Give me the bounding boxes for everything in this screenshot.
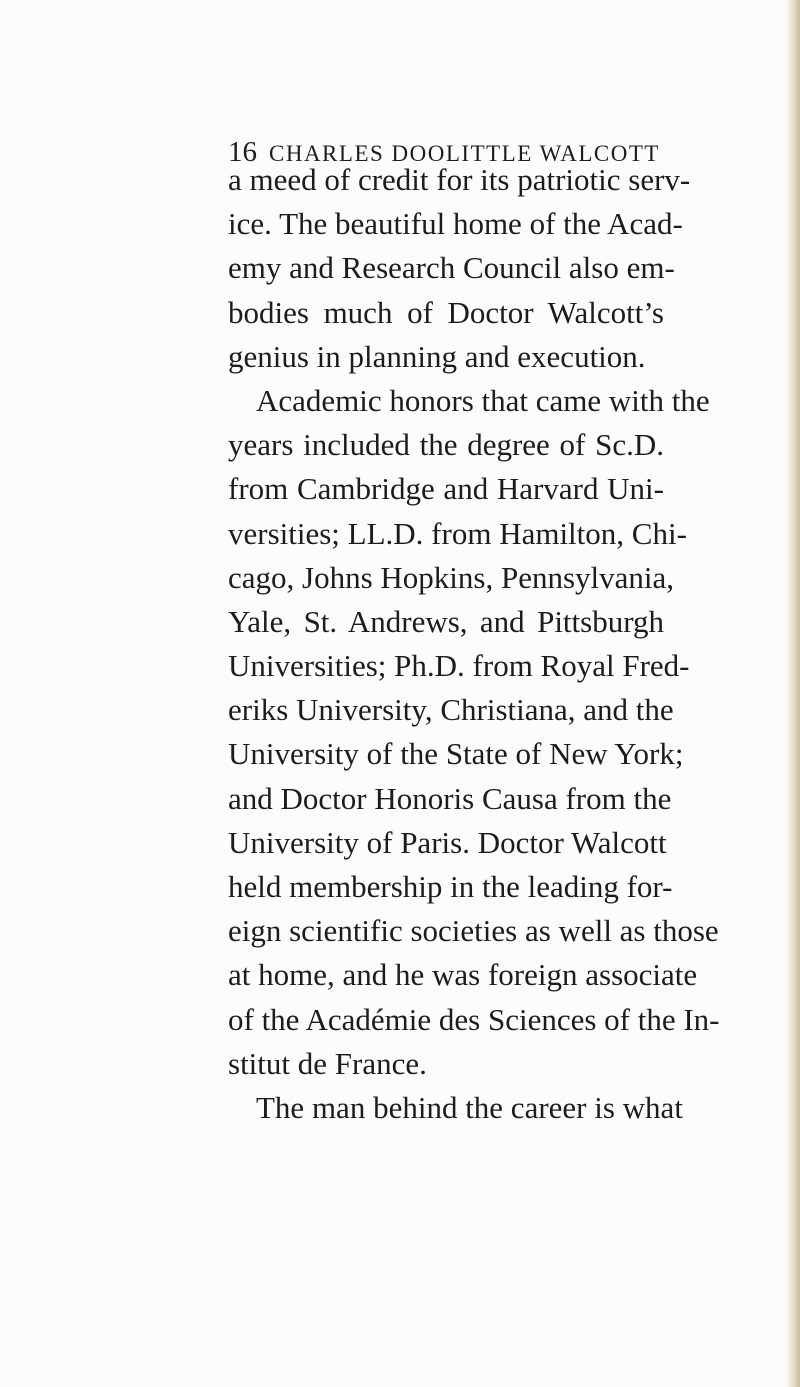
body-text	[228, 158, 720, 1130]
text-line: Academic honors that came with the	[256, 382, 710, 418]
text-line: Universities; Ph.D. from Royal Fred-	[228, 648, 690, 684]
text-line: years included the degree of Sc.D.	[228, 427, 664, 463]
text-line: of the Académie des Sciences of the In-	[228, 1001, 720, 1037]
text-line: from Cambridge and Harvard Uni-	[228, 471, 664, 507]
running-title: CHARLES DOOLITTLE WALCOTT	[269, 141, 660, 166]
text-line: ice. The beautiful home of the Acad-	[228, 206, 683, 242]
text-line: eriks University, Christiana, and the	[228, 692, 674, 728]
text-line: held membership in the leading for-	[228, 869, 673, 904]
text-line: The man behind the career is what	[256, 1089, 683, 1125]
text-line: and Doctor Honoris Causa from the	[228, 780, 672, 816]
page-number: 16	[228, 136, 257, 168]
text-line: bodies much of Doctor Walcott’s	[228, 294, 664, 330]
text-line: versities; LL.D. from Hamilton, Chi-	[228, 515, 687, 551]
text-line: University of the State of New York;	[228, 736, 684, 772]
text-line: a meed of credit for its patriotic serv-	[228, 162, 691, 197]
text-line: at home, and he was foreign associate	[228, 957, 698, 993]
page-edge-shadow	[786, 0, 800, 1387]
text-line: genius in planning and execution.	[228, 338, 646, 374]
text-line: emy and Research Council also em-	[228, 250, 675, 286]
text-line: stitut de France.	[228, 1045, 427, 1081]
text-line: eign scientific societies as well as those	[228, 913, 719, 949]
text-line: cago, Johns Hopkins, Pennsylvania,	[228, 559, 675, 595]
text-line: University of Paris. Doctor Walcott	[228, 824, 667, 860]
text-line: Yale, St. Andrews, and Pittsburgh	[228, 603, 664, 639]
